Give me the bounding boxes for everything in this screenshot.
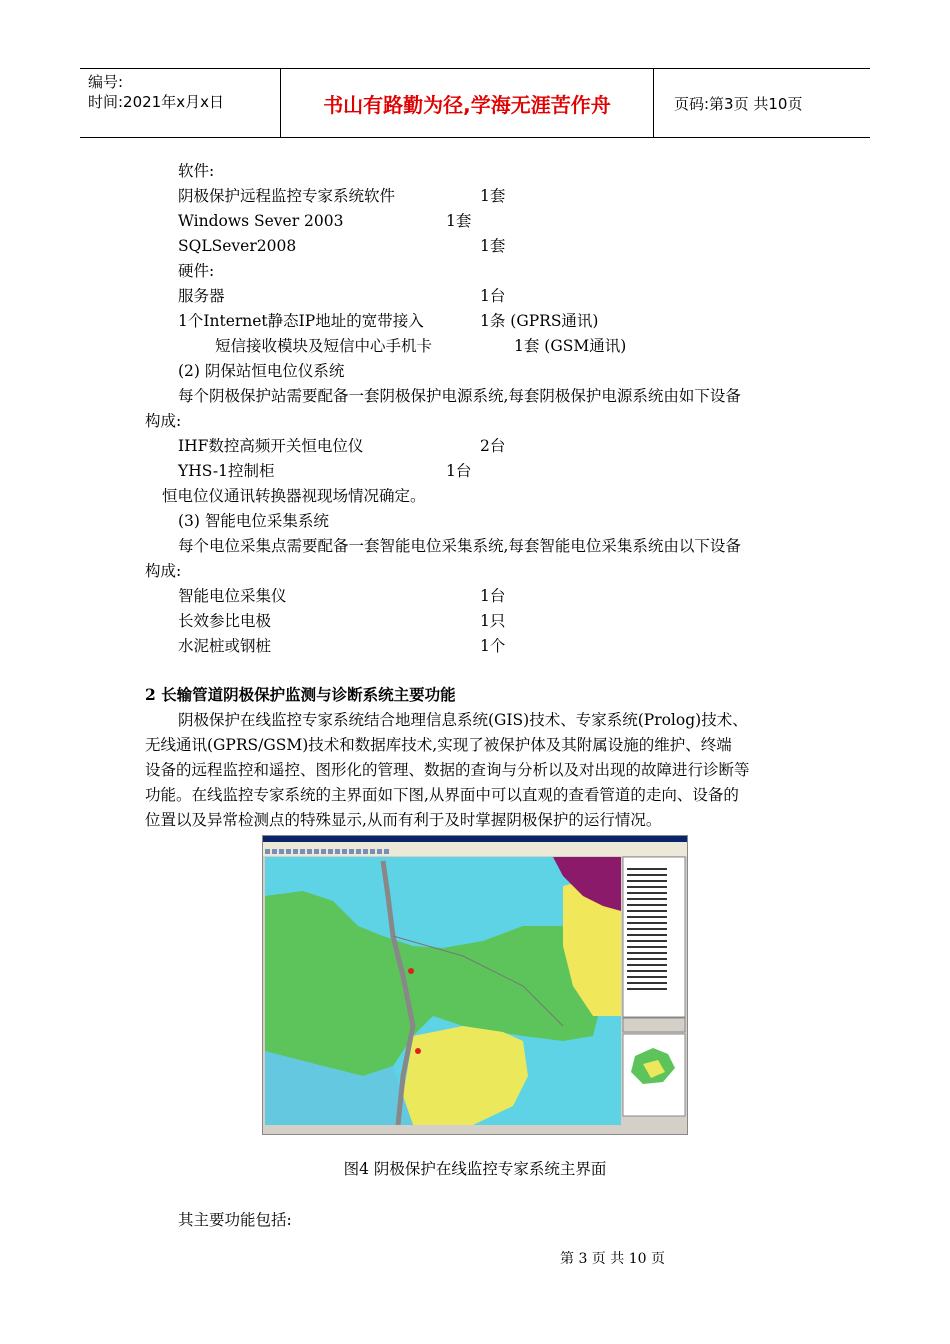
header-motto: 书山有路勤为径,学海无涯苦作舟	[281, 69, 654, 137]
header-page-info: 页码:第3页 共10页	[674, 94, 803, 113]
qty-pile: 1个	[480, 637, 506, 655]
line-electrode: 长效参比电极	[178, 612, 272, 630]
line-sql: SQLSever2008	[178, 237, 297, 255]
section-title: 2 长输管道阴极保护监测与诊断系统主要功能	[145, 685, 456, 704]
line-collector: 智能电位采集仪	[178, 587, 287, 605]
qty-internet: 1条 (GPRS通讯)	[480, 312, 599, 330]
para-line-3: 设备的远程监控和遥控、图形化的管理、数据的查询与分析以及对出现的故障进行诊断等	[145, 761, 750, 779]
header-meta	[80, 69, 281, 137]
qty-server: 1台	[480, 287, 506, 305]
line-internet: 1个Internet静态IP地址的宽带接入	[178, 312, 424, 330]
line-yhs: YHS-1控制柜	[178, 462, 275, 480]
line-para-3b: 构成:	[145, 562, 182, 580]
line-para-2b: 构成:	[145, 412, 182, 430]
qty-electrode: 1只	[480, 612, 506, 630]
line-section-3: (3) 智能电位采集系统	[178, 512, 329, 530]
para-line-4: 功能。在线监控专家系统的主界面如下图,从界面中可以直观的查看管道的走向、设备的	[145, 786, 739, 804]
page-header	[80, 68, 870, 138]
closing-line: 其主要功能包括:	[178, 1211, 292, 1229]
line-sms: 短信接收模块及短信中心手机卡	[215, 337, 433, 355]
qty-ihf: 2台	[480, 437, 506, 455]
line-para-2a: 每个阴极保护站需要配备一套阴极保护电源系统,每套阴极保护电源系统由如下设备	[178, 387, 741, 405]
number-label: 编号:	[88, 73, 124, 91]
time-label: 时间:2021年x月x日	[88, 93, 224, 111]
line-ihf: IHF数控高频开关恒电位仪	[178, 437, 364, 455]
page-footer: 第 3 页 共 10 页	[560, 1251, 665, 1267]
qty-sms: 1套 (GSM通讯)	[514, 337, 627, 355]
qty-collector: 1台	[480, 587, 506, 605]
map-screenshot-image	[263, 836, 687, 1134]
line-cp-software: 阴极保护远程监控专家系统软件	[178, 187, 396, 205]
figure-screenshot	[262, 835, 688, 1135]
line-server: 服务器	[178, 287, 225, 305]
qty-windows: 1套	[446, 212, 472, 230]
line-converter: 恒电位仪通讯转换器视现场情况确定。	[162, 487, 426, 505]
line-pile: 水泥桩或钢桩	[178, 637, 272, 655]
line-para-3a: 每个电位采集点需要配备一套智能电位采集系统,每套智能电位采集系统由以下设备	[178, 537, 741, 555]
figure-caption: 图4 阴极保护在线监控专家系统主界面	[343, 1160, 607, 1178]
qty-cp-software: 1套	[480, 187, 506, 205]
qty-sql: 1套	[480, 237, 506, 255]
line-software: 软件:	[178, 162, 215, 180]
qty-yhs: 1台	[446, 462, 472, 480]
para-line-5: 位置以及异常检测点的特殊显示,从而有利于及时掌握阴极保护的运行情况。	[145, 811, 662, 829]
para-line-1: 阴极保护在线监控专家系统结合地理信息系统(GIS)技术、专家系统(Prolog)技术、	[178, 711, 748, 729]
line-hardware: 硬件:	[178, 262, 215, 280]
line-section-2: (2) 阴保站恒电位仪系统	[178, 362, 345, 380]
line-windows: Windows Sever 2003	[178, 212, 344, 230]
para-line-2: 无线通讯(GPRS/GSM)技术和数据库技术,实现了被保护体及其附属设施的维护、终端	[145, 736, 732, 754]
